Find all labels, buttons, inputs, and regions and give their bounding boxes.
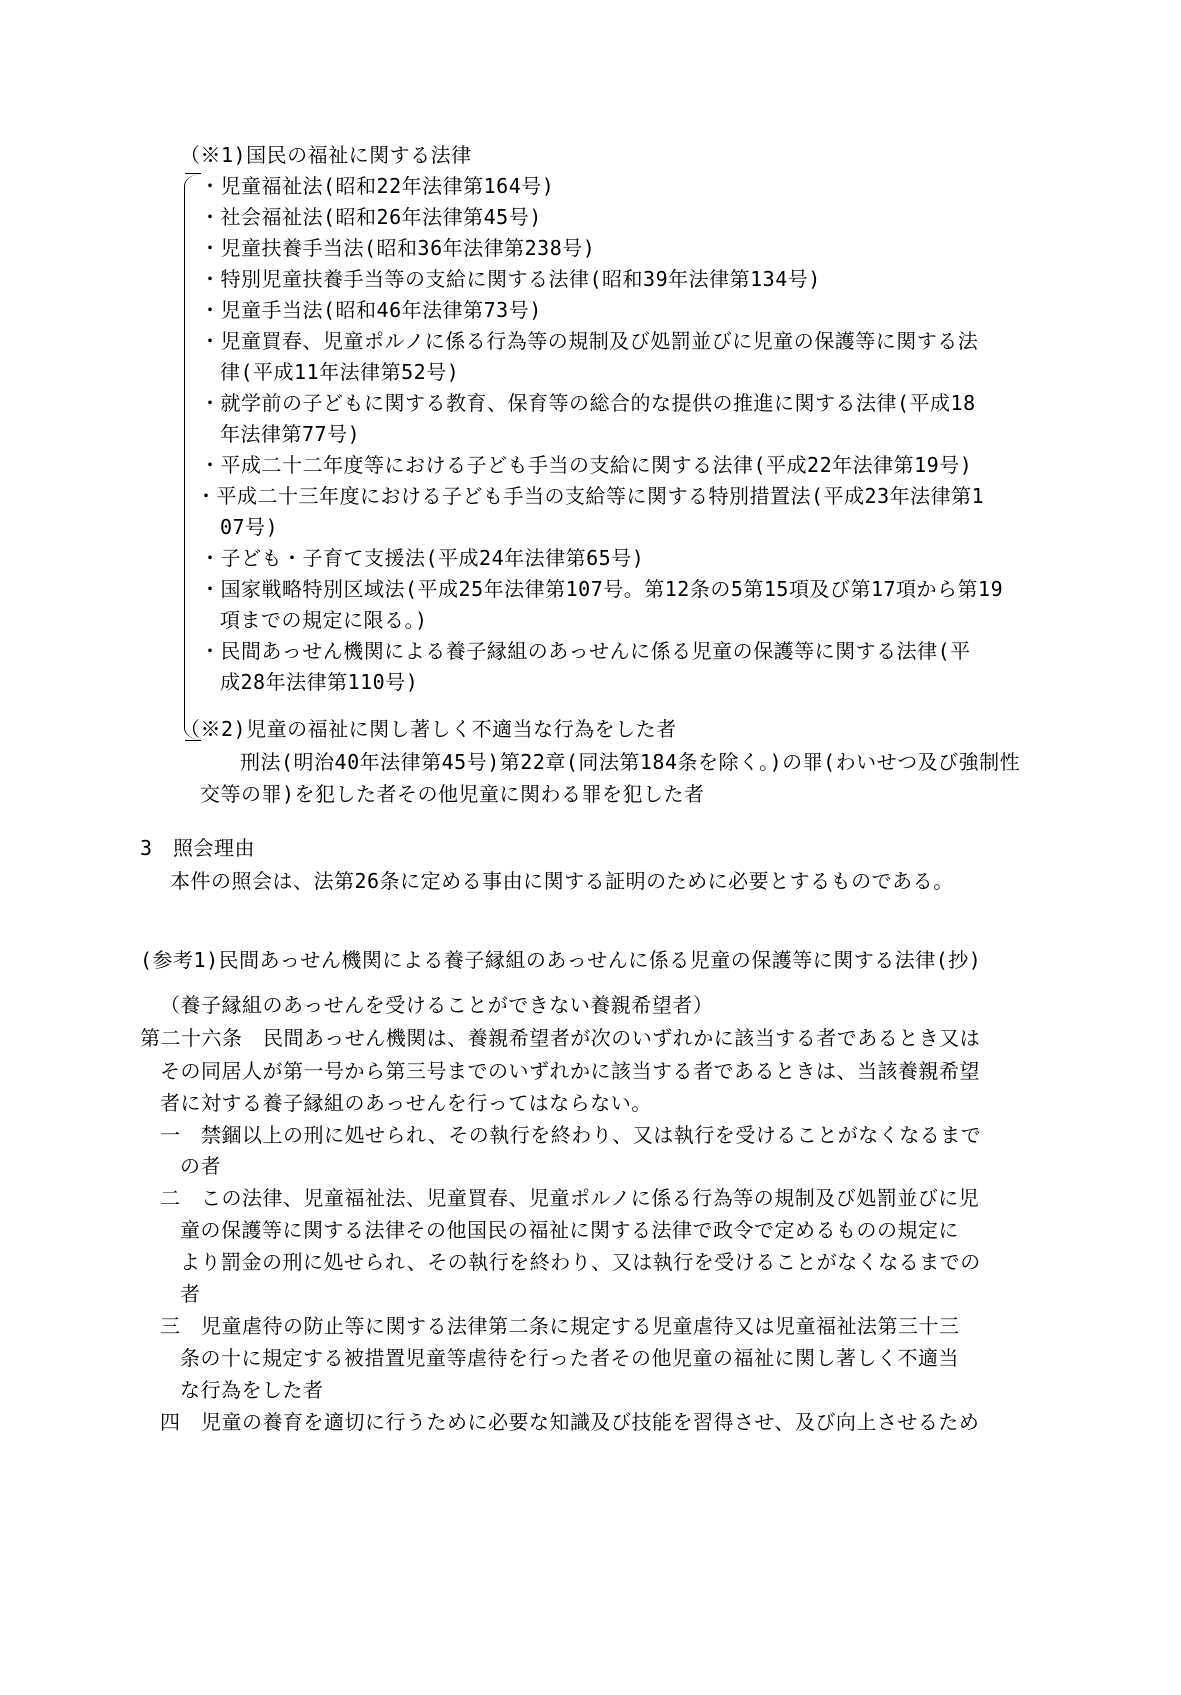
law-list-item: ・児童扶養手当法(昭和36年法律第238号) [200,236,596,260]
note2-heading: （※2)児童の福祉に関し著しく不適当な行為をした者 [180,717,677,741]
law-list-item-cont: 07号) [220,515,279,539]
law-list-item-cont: 成28年法律第110号) [220,670,419,694]
law-list-item: ・社会福祉法(昭和26年法律第45号) [200,205,542,229]
law-list-item: ・平成二十三年度における子ども手当の支給等に関する特別措置法(平成23年法律第1 [196,484,985,508]
article-item: 一 禁錮以上の刑に処せられ、その執行を終わり、又は執行を受けることがなくなるまで [160,1123,982,1147]
article-item: 四 児童の養育を適切に行うために必要な知識及び技能を習得させ、及び向上させるため [160,1410,980,1434]
law-list-item: ・児童福祉法(昭和22年法律第164号) [200,174,555,198]
section3-body: 本件の照会は、法第26条に定める事由に関する証明のために必要とするものである。 [170,869,954,893]
article-caption: （養子縁組のあっせんを受けることができない養親希望者） [160,993,714,1017]
law-list-item: ・民間あっせん機関による養子縁組のあっせんに係る児童の保護等に関する法律(平 [200,639,971,663]
article-item-cont: 者 [180,1282,201,1306]
note2-text: 刑法(明治40年法律第45号)第22章(同法第184条を除く。)の罪(わいせつ及び強制性 [240,750,1021,774]
article-text: 第二十六条 民間あっせん機関は、養親希望者が次のいずれかに該当する者であるとき又は [140,1026,981,1050]
article-item-cont: 童の保護等に関する法律その他国民の福祉に関する法律で政令で定めるものの規定に [180,1218,959,1242]
law-list-item: ・特別児童扶養手当等の支給に関する法律(昭和39年法律第134号) [200,267,821,291]
article-text: その同居人が第一号から第三号までのいずれかに該当する者であるときは、当該養親希望 [160,1059,980,1083]
law-list-item-cont: 律(平成11年法律第52号) [220,360,460,384]
law-list-item: ・児童手当法(昭和46年法律第73号) [200,298,542,322]
law-list-item: ・子ども・子育て支援法(平成24年法律第65号) [200,546,645,570]
article-item: 三 児童虐待の防止等に関する法律第二条に規定する児童虐待又は児童福祉法第三十三 [160,1314,960,1338]
law-list-item: ・国家戦略特別区域法(平成25年法律第107号。第12条の5第15項及び第17項から第19 [200,577,1004,601]
law-list-item: ・平成二十二年度等における子ども手当の支給に関する法律(平成22年法律第19号) [200,453,973,477]
reference1-title: (参考1)民間あっせん機関による養子縁組のあっせんに係る児童の保護等に関する法律(抄) [140,948,982,972]
article-item-cont: な行為をした者 [180,1378,324,1402]
article-item-cont: 条の十に規定する被措置児童等虐待を行った者その他児童の福祉に関し著しく不適当 [180,1346,959,1370]
article-item-cont: より罰金の刑に処せられ、その執行を終わり、又は執行を受けることがなくなるまでの [180,1250,981,1274]
law-list-item-cont: 年法律第77号) [220,422,361,446]
article-item-cont: の者 [180,1154,221,1178]
law-list-item: ・就学前の子どもに関する教育、保育等の総合的な提供の推進に関する法律(平成18 [200,391,976,415]
note2-text: 交等の罪)を犯した者その他児童に関わる罪を犯した者 [200,782,705,806]
article-item: 二 この法律、児童福祉法、児童買春、児童ポルノに係る行為等の規制及び処罰並びに児 [160,1186,980,1210]
law-list-item: ・児童買春、児童ポルノに係る行為等の規制及び処罰並びに児童の保護等に関する法 [200,329,979,353]
section3-heading: 3 照会理由 [140,836,256,860]
article-text: 者に対する養子縁組のあっせんを行ってはならない。 [160,1091,652,1115]
note1-heading: （※1)国民の福祉に関する法律 [180,143,472,167]
law-list-item-cont: 項までの規定に限る。) [220,608,428,632]
